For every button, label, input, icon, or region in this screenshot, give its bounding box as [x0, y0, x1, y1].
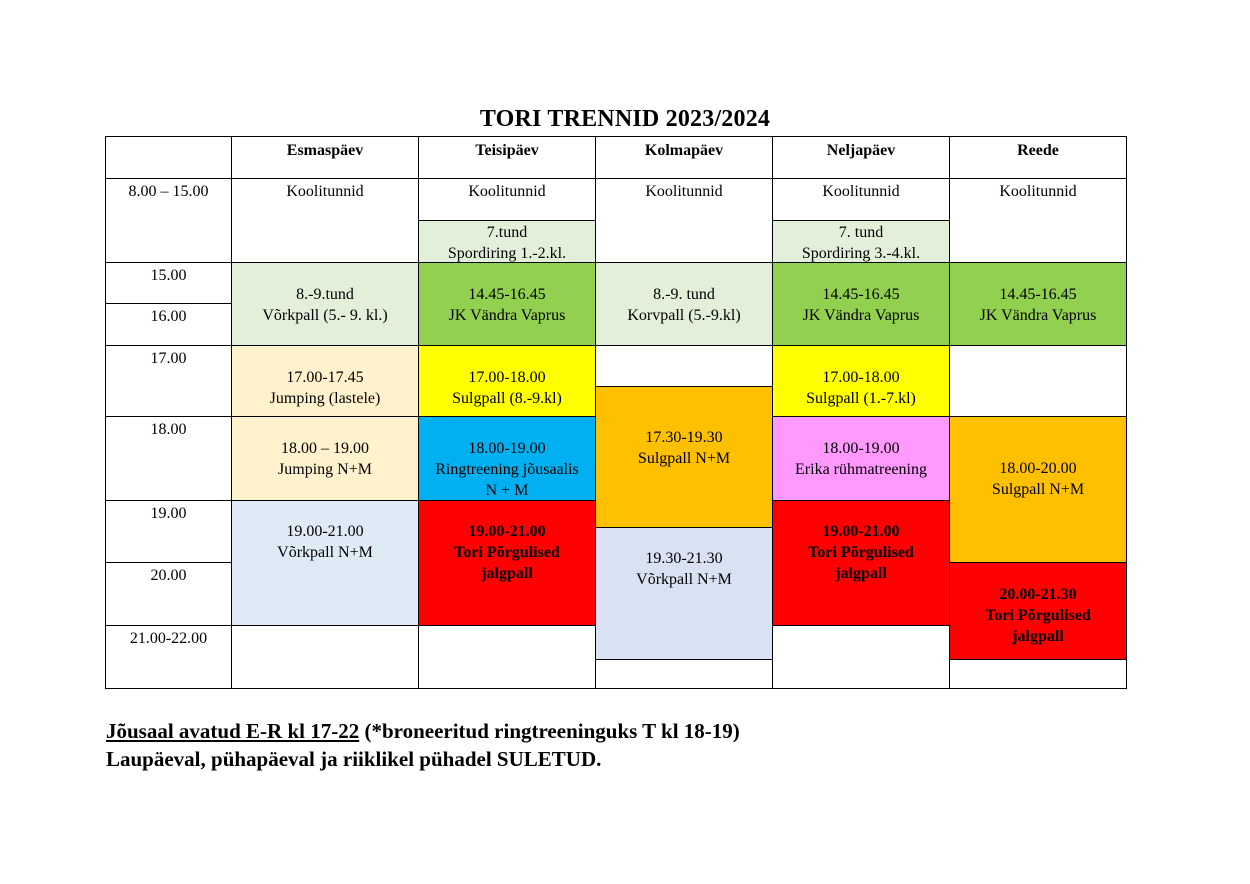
thu-badminton-kids-line-1: 17.00-18.00 — [822, 369, 900, 386]
time-18 — [105, 416, 232, 501]
mon-school-hours-line-1: Koolitunnid — [286, 183, 364, 200]
tue-circuit-training-line-2: Ringtreening jõusaalis — [435, 461, 579, 478]
day-header-friday — [949, 136, 1127, 179]
time-19-text: 19.00 — [150, 505, 187, 522]
thu-football-line-1: 19.00-21.00 — [822, 523, 900, 540]
wed-school-hours — [595, 178, 773, 263]
thu-group-training-line-1: 18.00-19.00 — [822, 440, 900, 457]
fri-jk-vandra — [949, 262, 1127, 346]
mon-jumping — [231, 416, 419, 501]
tue-school-hours — [418, 178, 596, 221]
wed-basketball-line-1: 8.-9. tund — [653, 286, 715, 303]
wed-volleyball — [595, 527, 773, 660]
thu-school-hours-line-1: Koolitunnid — [822, 183, 900, 200]
thu-badminton-kids — [772, 345, 950, 417]
footer-notes — [106, 717, 740, 773]
mon-school-hours — [231, 178, 419, 263]
day-header-thursday-text: Neljapäev — [826, 142, 896, 159]
wed-school-hours-line-1: Koolitunnid — [645, 183, 723, 200]
day-header-tuesday-text: Teisipäev — [475, 142, 539, 159]
mon-jumping-kids-line-1: 17.00-17.45 — [286, 369, 364, 386]
day-header-tuesday — [418, 136, 596, 179]
fri-school-hours-line-1: Koolitunnid — [999, 183, 1077, 200]
mon-volleyball-kids — [231, 262, 419, 346]
fri-school-hours — [949, 178, 1127, 263]
closed-days-note: Laupäeval, pühapäeval ja riiklikel pühadel SULETUD. — [106, 747, 602, 771]
time-8-15-text: 8.00 – 15.00 — [128, 183, 209, 200]
day-header-wednesday — [595, 136, 773, 179]
gym-hours-note — [106, 717, 740, 745]
corner-cell — [105, 136, 232, 179]
mon-jumping-line-1: 18.00 – 19.00 — [281, 440, 369, 457]
thu-sport-club — [772, 220, 950, 263]
fri-empty-17 — [949, 345, 1127, 417]
time-21-22-text: 21.00-22.00 — [129, 630, 208, 647]
day-header-friday-text: Reede — [1017, 142, 1059, 159]
fri-football-line-2: Tori Põrgulised — [985, 607, 1091, 624]
time-15 — [105, 262, 232, 304]
wed-volleyball-line-1: 19.30-21.30 — [645, 550, 723, 567]
mon-volleyball-line-1: 19.00-21.00 — [286, 523, 364, 540]
day-header-monday-text: Esmaspäev — [286, 142, 364, 159]
tue-circuit-training-line-1: 18.00-19.00 — [468, 440, 546, 457]
day-header-monday — [231, 136, 419, 179]
tue-sport-club-line-2: Spordiring 1.-2.kl. — [447, 245, 567, 262]
page-title: TORI TRENNID 2023/2024 — [479, 106, 771, 132]
time-21-22 — [105, 625, 232, 689]
wed-empty-17 — [595, 345, 773, 387]
fri-football — [949, 562, 1127, 660]
wed-empty-21 — [595, 659, 773, 689]
time-8-15 — [105, 178, 232, 263]
thu-jk-vandra — [772, 262, 950, 346]
mon-jumping-kids — [231, 345, 419, 417]
tue-jk-vandra — [418, 262, 596, 346]
fri-jk-vandra-line-2: JK Vändra Vaprus — [979, 307, 1097, 324]
fri-badminton-line-1: 18.00-20.00 — [999, 460, 1077, 477]
time-20 — [105, 562, 232, 626]
thu-football-line-2: Tori Põrgulised — [808, 544, 914, 561]
tue-empty-21 — [418, 625, 596, 689]
mon-jumping-line-2: Jumping N+M — [278, 461, 372, 478]
time-20-text: 20.00 — [150, 567, 187, 584]
tue-school-hours-line-1: Koolitunnid — [468, 183, 546, 200]
mon-volleyball — [231, 500, 419, 626]
thu-sport-club-line-1: 7. tund — [838, 224, 884, 241]
day-header-thursday — [772, 136, 950, 179]
wed-basketball — [595, 262, 773, 346]
time-15-text: 15.00 — [150, 267, 187, 284]
thu-group-training-line-2: Erika rühmatreening — [795, 461, 927, 478]
tue-football — [418, 500, 596, 626]
wed-badminton-line-1: 17.30-19.30 — [645, 429, 723, 446]
time-16 — [105, 303, 232, 346]
tue-football-line-3: jalgpall — [481, 565, 533, 582]
tue-circuit-training-line-3: N + M — [485, 482, 529, 499]
thu-jk-vandra-line-1: 14.45-16.45 — [822, 286, 900, 303]
time-17-text: 17.00 — [150, 350, 187, 367]
thu-empty-21 — [772, 625, 950, 689]
thu-school-hours — [772, 178, 950, 221]
tue-sport-club-line-1: 7.tund — [486, 224, 528, 241]
thu-badminton-kids-line-2: Sulgpall (1.-7.kl) — [806, 390, 916, 407]
wed-volleyball-line-2: Võrkpall N+M — [636, 571, 732, 588]
thu-jk-vandra-line-2: JK Vändra Vaprus — [802, 307, 920, 324]
tue-badminton-kids-line-1: 17.00-18.00 — [468, 369, 546, 386]
fri-badminton-line-2: Sulgpall N+M — [991, 481, 1085, 498]
mon-volleyball-kids-line-1: 8.-9.tund — [296, 286, 354, 303]
mon-volleyball-line-2: Võrkpall N+M — [277, 544, 373, 561]
tue-sport-club — [418, 220, 596, 263]
time-19 — [105, 500, 232, 563]
fri-empty-21 — [949, 659, 1127, 689]
fri-football-line-1: 20.00-21.30 — [999, 586, 1077, 603]
time-17 — [105, 345, 232, 417]
wed-basketball-line-2: Korvpall (5.-9.kl) — [627, 307, 741, 324]
thu-football-line-3: jalgpall — [835, 565, 887, 582]
tue-circuit-training — [418, 416, 596, 501]
tue-jk-vandra-line-1: 14.45-16.45 — [468, 286, 546, 303]
mon-jumping-kids-line-2: Jumping (lastele) — [269, 390, 381, 407]
tue-jk-vandra-line-2: JK Vändra Vaprus — [448, 307, 566, 324]
fri-jk-vandra-line-1: 14.45-16.45 — [999, 286, 1077, 303]
wed-badminton — [595, 386, 773, 528]
tue-football-line-1: 19.00-21.00 — [468, 523, 546, 540]
mon-volleyball-kids-line-2: Võrkpall (5.- 9. kl.) — [262, 307, 388, 324]
thu-football — [772, 500, 950, 626]
tue-badminton-kids — [418, 345, 596, 417]
time-18-text: 18.00 — [150, 421, 187, 438]
time-16-text: 16.00 — [150, 308, 187, 325]
mon-empty-21 — [231, 625, 419, 689]
day-header-wednesday-text: Kolmapäev — [644, 142, 724, 159]
gym-reservation-note: (*broneeritud ringtreeninguks T kl 18-19) — [359, 719, 740, 743]
fri-badminton — [949, 416, 1127, 563]
fri-football-line-3: jalgpall — [1012, 628, 1064, 645]
gym-hours-underlined: Jõusaal avatud E-R kl 17-22 — [106, 719, 360, 743]
tue-badminton-kids-line-2: Sulgpall (8.-9.kl) — [452, 390, 562, 407]
tue-football-line-2: Tori Põrgulised — [454, 544, 560, 561]
thu-sport-club-line-2: Spordiring 3.-4.kl. — [801, 245, 921, 262]
wed-badminton-line-2: Sulgpall N+M — [637, 450, 731, 467]
thu-group-training — [772, 416, 950, 501]
